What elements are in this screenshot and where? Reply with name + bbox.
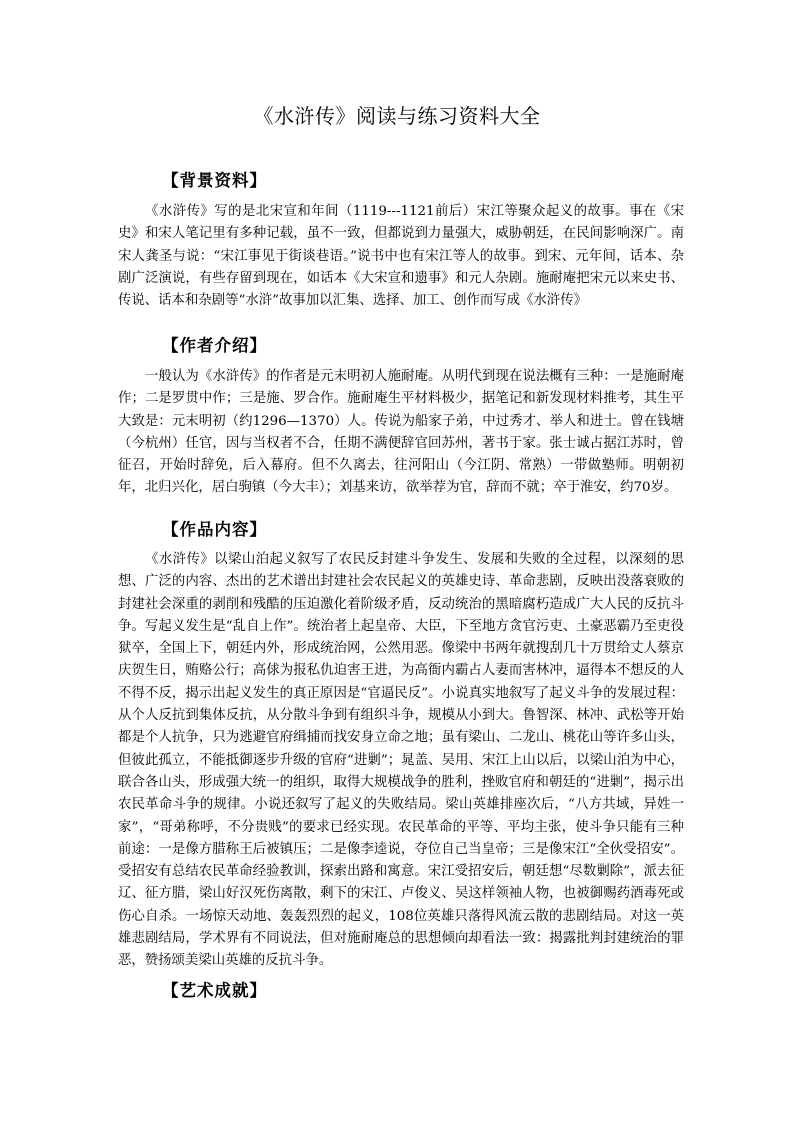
section-heading-content: 【作品内容】 xyxy=(162,520,267,539)
section-body-author: 一般认为《水浒传》的作者是元末明初人施耐庵。从明代到现在说法概有三种：一是施耐庵作；二是罗贯中作；三是施、罗合作。施耐庵生平材料极少，据笔记和新发现材料推考，其生平大致是：元末明初（约1296—1370）人。传说为船家子弟，中过秀才、举人和进士。曾在钱塘（今杭州）任官，因与当权者不合，任期不满便辞官回苏州，著书于家。张士诚占据江苏时，曾征召，开始时辞免，后入幕府。但不久离去，往河阳山（今江阴、常熟）一带做塾师。明朝初年，北归兴化，居白驹镇（今大丰）；刘基来访，欲举荐为官，辞而不就；卒于淮安，约70岁。 xyxy=(118,369,684,496)
section-body-content: 《水浒传》以梁山泊起义叙写了农民反封建斗争发生、发展和失败的全过程，以深刻的思想、广泛的内容、杰出的艺术谱出封建社会农民起义的英雄史诗、革命悲剧，反映出没落衰败的封建社会深重的剥削和残酷的压迫激化着阶级矛盾，反动统治的黑暗腐朽造成广大人民的反抗斗争。写起义发生是“乱自上作”。统治者上起皇帝、大臣，下至地方贪官污吏、土豪恶霸乃至吏役狱卒，全国上下，朝廷内外，形成统治网，公然用恶。像梁中书两年就搜刮几十万贯给丈人蔡京庆贺生日，贿赂公行；高俅为报私仇迫害王进，为高衙内霸占人妻而害林冲，逼得本不想反的人不得不反，揭示出起义发生的真正原因是“官逼民反”。小说真实地叙写了起义斗争的发展过程：从个人反抗到集体反抗，从分散斗争到有组织斗争，规模从小到大。鲁智深、林冲、武松等开始都是个人抗争，只为逃避官府缉捕而找安身立命之地；虽有梁山、二龙山、桃花山等许多山头，但彼此孤立，不能抵御逐步升级的官府“进剿”；晁盖、吴用、宋江上山以后，以梁山泊为中心，联合各山头，形成强大统一的组织，取得大规模战争的胜利，挫败官府和朝廷的“进剿”，揭示出农民革命斗争的规律。小说还叙写了起义的失败结局。梁山英雄排座次后，“八方共域，异姓一家”，“哥弟称呼，不分贵贱”的要求已经实现。农民革命的平等、平均主张，使斗争只能有三种前途：一是像方腊称王后被镇压；二是像李逵说，夺位自己当皇帝；三是像宋江“全伙受招安”。受招安有总结农民革命经验教训，探索出路和寓意。宋江受招安后，朝廷想“尽数剿除”，派去征辽、征方腊，梁山好汉死伤离散，剩下的宋江、卢俊义、吴这样领袖人物，也被御赐药酒毒死或伤心自杀。一场惊天动地、轰轰烈烈的起义，108位英雄只落得风流云散的悲剧结局。对这一英雄悲剧结局，学术界有不同说法，但对施耐庵总的思想倾向却看法一致：揭露批判封建统治的罪恶，赞扬颂美梁山英雄的反抗斗争。 xyxy=(118,552,684,969)
section-heading-background: 【背景资料】 xyxy=(162,171,267,190)
section-heading-author: 【作者介绍】 xyxy=(162,336,267,355)
section-body-background: 《水浒传》写的是北宋宣和年间（1119---1121前后）宋江等聚众起义的故事。事在《宋史》和宋人笔记里有多种记载，虽不一致，但都说到力量强大，威胁朝廷，在民间影响深广。南宋人龚圣与说：“宋江事见于街谈巷语。”说书中也有宋江等人的故事。到宋、元年间，话本、杂剧广泛演说，有些存留到现在，如话本《大宋宣和遗事》和元人杂剧。施耐庵把宋元以来史书、传说、话本和杂剧等“水浒”故事加以汇集、选择、加工、创作而写成《水浒传》 xyxy=(118,204,684,309)
document-title: 《水浒传》阅读与练习资料大全 xyxy=(253,104,541,128)
section-heading-artistry: 【艺术成就】 xyxy=(162,981,267,1000)
